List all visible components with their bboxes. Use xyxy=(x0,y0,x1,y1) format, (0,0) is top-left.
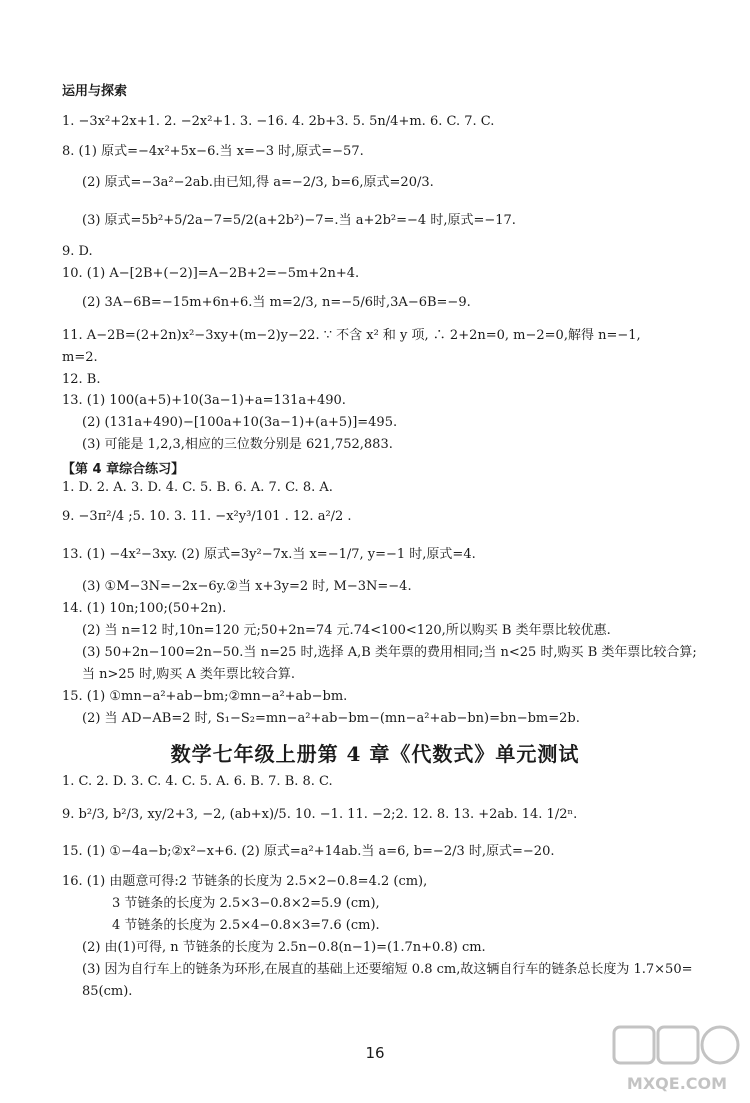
answer-line: 13. (1) −4x²−3xy. (2) 原式=3y²−7x.当 x=−1/7, y=−1 时,原式=4. xyxy=(62,547,476,562)
page-number: 16 xyxy=(365,1044,385,1062)
answer-line: 85(cm). xyxy=(82,984,133,999)
answer-line: 1. C. 2. D. 3. C. 4. C. 5. A. 6. B. 7. B. 8. C. xyxy=(62,774,333,789)
answer-line: 15. (1) ①−4a−b;②x²−x+6. (2) 原式=a²+14ab.当 a=6, b=−2/3 时,原式=−20. xyxy=(62,844,555,859)
answer-line: (3) 可能是 1,2,3,相应的三位数分别是 621,752,883. xyxy=(82,437,393,452)
answer-line: (3) 因为自行车上的链条为环形,在展直的基础上还要缩短 0.8 cm,故这辆自行车的链条总长度为 1.7×50= xyxy=(82,962,693,977)
answer-line: 1. D. 2. A. 3. D. 4. C. 5. B. 6. A. 7. C. 8. A. xyxy=(62,480,333,495)
answer-line: 4 节链条的长度为 2.5×4−0.8×3=7.6 (cm). xyxy=(112,918,380,933)
section-heading-practice: 运用与探索 xyxy=(62,84,128,99)
answer-line: 1. −3x²+2x+1. 2. −2x²+1. 3. −16. 4. 2b+3. 5. 5n/4+m. 6. C. 7. C. xyxy=(62,114,495,129)
answer-line: 15. (1) ①mn−a²+ab−bm;②mn−a²+ab−bm. xyxy=(62,689,348,704)
answer-line: 当 n>25 时,购买 A 类年票比较合算. xyxy=(82,667,295,682)
answer-line: 9. −3π²/4 ;5. 10. 3. 11. −x²y³/101 . 12. a²/2 . xyxy=(62,509,352,524)
watermark-text: MXQE.COM xyxy=(626,1074,728,1093)
answer-line: 10. (1) A−[2B+(−2)]=A−2B+2=−5m+2n+4. xyxy=(62,266,360,281)
answer-line: (2) 当 AD−AB=2 时, S₁−S₂=mn−a²+ab−bm−(mn−a²+ab−bn)=bn−bm=2b. xyxy=(82,711,580,726)
answer-line: 14. (1) 10n;100;(50+2n). xyxy=(62,601,227,616)
answer-line: (3) 50+2n−100=2n−50.当 n=25 时,选择 A,B 类年票的费用相同;当 n<25 时,购买 B 类年票比较合算; xyxy=(82,645,697,660)
answer-line: 3 节链条的长度为 2.5×3−0.8×2=5.9 (cm), xyxy=(112,896,380,911)
answer-line: (2) 原式=−3a²−2ab.由已知,得 a=−2/3, b=6,原式=20/3. xyxy=(82,175,434,190)
section-heading-chapter-review: 【第 4 章综合练习】 xyxy=(62,462,185,477)
answer-line: 13. (1) 100(a+5)+10(3a−1)+a=131a+490. xyxy=(62,393,346,408)
answer-line: (2) 由(1)可得, n 节链条的长度为 2.5n−0.8(n−1)=(1.7n+0.8) cm. xyxy=(82,940,486,955)
answer-line: (2) 3A−6B=−15m+6n+6.当 m=2/3, n=−5/6时,3A−6B=−9. xyxy=(82,295,471,310)
answer-line: 11. A−2B=(2+2n)x²−3xy+(m−2)y−22. ∵ 不含 x² 和 y 项, ∴ 2+2n=0, m−2=0,解得 n=−1, xyxy=(62,328,641,343)
answer-line: m=2. xyxy=(62,350,98,365)
answer-line: (3) ①M−3N=−2x−6y.②当 x+3y=2 时, M−3N=−4. xyxy=(82,579,412,594)
answer-line: 8. (1) 原式=−4x²+5x−6.当 x=−3 时,原式=−57. xyxy=(62,144,364,159)
answer-line: 16. (1) 由题意可得:2 节链条的长度为 2.5×2−0.8=4.2 (cm), xyxy=(62,874,428,889)
answer-line: (3) 原式=5b²+5/2a−7=5/2(a+2b²)−7=.当 a+2b²=−4 时,原式=−17. xyxy=(82,213,516,228)
page-title: 数学七年级上册第 4 章《代数式》单元测试 xyxy=(170,742,580,766)
watermark-logo-icon xyxy=(612,1025,742,1097)
answer-line: 12. B. xyxy=(62,372,101,387)
answer-line: 9. D. xyxy=(62,244,93,259)
answer-line: (2) 当 n=12 时,10n=120 元;50+2n=74 元.74<100<120,所以购买 B 类年票比较优惠. xyxy=(82,623,611,638)
answer-line: (2) (131a+490)−[100a+10(3a−1)+(a+5)]=495. xyxy=(82,415,398,430)
answer-line: 9. b²/3, b²/3, xy/2+3, −2, (ab+x)/5. 10. −1. 11. −2;2. 12. 8. 13. +2ab. 14. 1/2ⁿ. xyxy=(62,807,578,822)
